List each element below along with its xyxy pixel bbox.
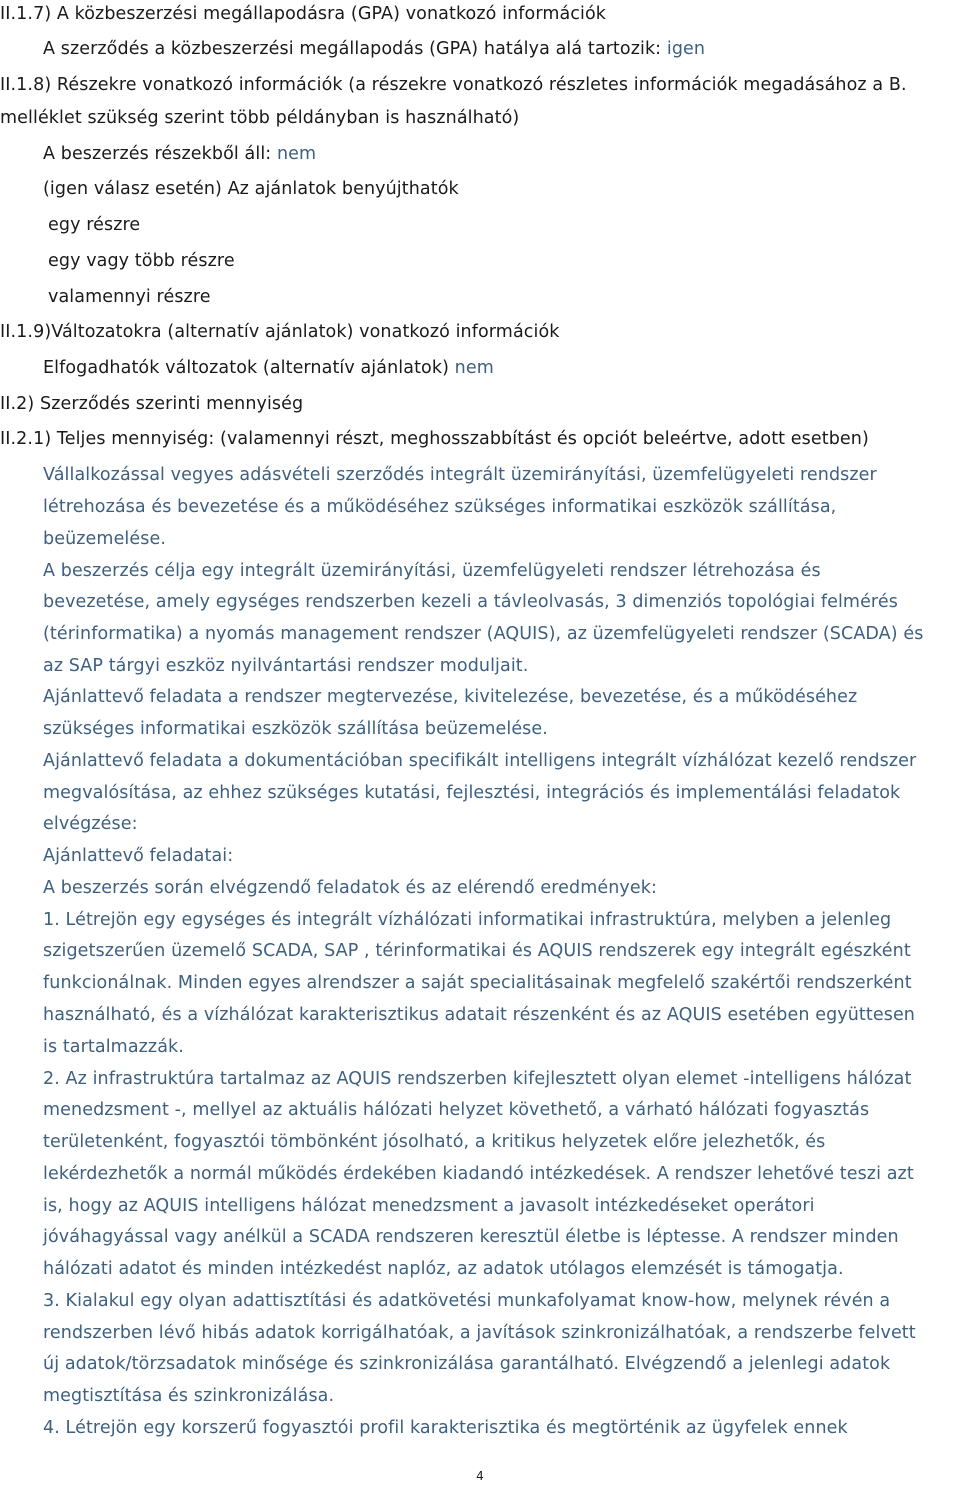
description-line: elvégzése: [43, 814, 138, 834]
description-line: szükséges informatikai eszközök szállítása beüzemelése. [43, 719, 548, 739]
description-line: is, hogy az AQUIS intelligens hálózat menedzsment a javasolt intézkedéseket operátori [43, 1196, 815, 1216]
page-number: 4 [476, 1469, 484, 1483]
description-line: új adatok/törzsadatok minősége és szinkronizálása garantálható. Elvégzendő a jelenlegi adatok [43, 1354, 891, 1374]
submit-label: (igen válasz esetén) Az ajánlatok benyújthatók [43, 179, 459, 199]
description-line: létrehozása és bevezetése és a működéséhez szükséges informatikai eszközök szállítása, [43, 497, 837, 517]
option-all-parts: valamennyi részre [48, 287, 211, 307]
description-line: A beszerzés során elvégzendő feladatok és az elérendő eredmények: [43, 878, 657, 898]
description-line: hálózati adatot és minden intézkedést naplóz, az adatok utólagos elemzését is támogatja. [43, 1259, 844, 1279]
description-line: megtisztítása és szinkronizálása. [43, 1386, 335, 1406]
section-heading-ii-2-1: II.2.1) Teljes mennyiség: (valamennyi részt, meghosszabbítást és opciót beleértve, adott esetben) [0, 429, 869, 449]
gpa-label: A szerződés a közbeszerzési megállapodás (GPA) hatálya alá tartozik: [43, 39, 662, 59]
description-line: funkcionálnak. Minden egyes alrendszer a saját specialitásainak megfelelő szakértői rendszerként [43, 973, 912, 993]
description-line: szigetszerűen üzemelő SCADA, SAP , térinformatikai és AQUIS rendszerek egy integrált egészként [43, 941, 911, 961]
parts-label: A beszerzés részekből áll: [43, 144, 272, 164]
description-line: 1. Létrejön egy egységes és integrált vízhálózati informatikai infrastruktúra, melyben a jelenleg [43, 910, 892, 930]
description-line: menedzsment -, mellyel az aktuális hálózati helyzet követhető, a várható hálózati fogyasztás [43, 1100, 870, 1120]
description-line: (térinformatika) a nyomás management rendszer (AQUIS), az üzemfelügyeleti rendszer (SCADA) és [43, 624, 924, 644]
section-heading-ii-1-9: II.1.9)Változatokra (alternatív ajánlatok) vonatkozó információk [0, 322, 560, 342]
description-line: rendszerben lévő hibás adatok korrigálhatóak, a javítások szinkronizálhatóak, a rendszerbe felvett [43, 1323, 916, 1343]
parts-value: nem [276, 144, 317, 164]
description-line: 2. Az infrastruktúra tartalmaz az AQUIS rendszerben kifejlesztett olyan elemet -intelligens hálózat [43, 1069, 912, 1089]
description-line: megvalósítása, az ehhez szükséges kutatási, fejlesztési, integrációs és implementálási feladatok [43, 783, 901, 803]
description-line: Ajánlattevő feladatai: [43, 846, 234, 866]
section-heading-ii-2: II.2) Szerződés szerinti mennyiség [0, 394, 304, 414]
description-line: beüzemelése. [43, 529, 167, 549]
description-line: Vállalkozással vegyes adásvételi szerződés integrált üzemirányítási, üzemfelügyeleti rendszer [43, 465, 877, 485]
parts-row [43, 142, 316, 166]
description-line: bevezetése, amely egységes rendszerben kezeli a távleolvasás, 3 dimenziós topológiai felmérés [43, 592, 898, 612]
description-line: használható, és a vízhálózat karakterisztikus adatait részenként és az AQUIS esetében együttesen [43, 1005, 915, 1025]
section-heading-ii-1-8-line2: melléklet szükség szerint több példányban is használható) [0, 108, 520, 128]
alternatives-row [43, 356, 494, 380]
description-line: 3. Kialakul egy olyan adattisztítási és adatkövetési munkafolyamat know-how, melynek révén a [43, 1291, 891, 1311]
description-line: 4. Létrejön egy korszerű fogyasztói profil karakterisztika és megtörténik az ügyfelek ennek [43, 1418, 848, 1438]
description-line: az SAP tárgyi eszköz nyilvántartási rendszer moduljait. [43, 656, 529, 676]
alternatives-value: nem [454, 358, 494, 378]
option-one-part: egy részre [48, 215, 141, 235]
description-line: lekérdezhetők a normál működés érdekében kiadandó intézkedések. A rendszer lehetővé teszi azt [43, 1164, 914, 1184]
description-line: Ajánlattevő feladata a rendszer megtervezése, kivitelezése, bevezetése, és a működéséhez [43, 687, 858, 707]
description-line: is tartalmazzák. [43, 1037, 184, 1057]
section-heading-ii-1-7: II.1.7) A közbeszerzési megállapodásra (GPA) vonatkozó információk [0, 4, 607, 24]
description-line: területenként, fogyasztói tömbönként jósolható, a kritikus helyzetek előre jelezhetők, és [43, 1132, 826, 1152]
description-line: jóváhagyással vagy anélkül a SCADA rendszeren keresztül életbe is léptesse. A rendszer minden [43, 1227, 899, 1247]
description-line: A beszerzés célja egy integrált üzemirányítási, üzemfelügyeleti rendszer létrehozása és [43, 561, 821, 581]
option-one-or-more-parts: egy vagy több részre [48, 251, 235, 271]
section-heading-ii-1-8-line1: II.1.8) Részekre vonatkozó információk (a részekre vonatkozó részletes információk megadásához a B. [0, 75, 907, 95]
alternatives-label: Elfogadhatók változatok (alternatív ajánlatok) [43, 358, 449, 378]
gpa-value: igen [666, 39, 706, 59]
description-line: Ajánlattevő feladata a dokumentációban specifikált intelligens integrált vízhálózat kezelő rendszer [43, 751, 917, 771]
gpa-row [43, 37, 705, 61]
